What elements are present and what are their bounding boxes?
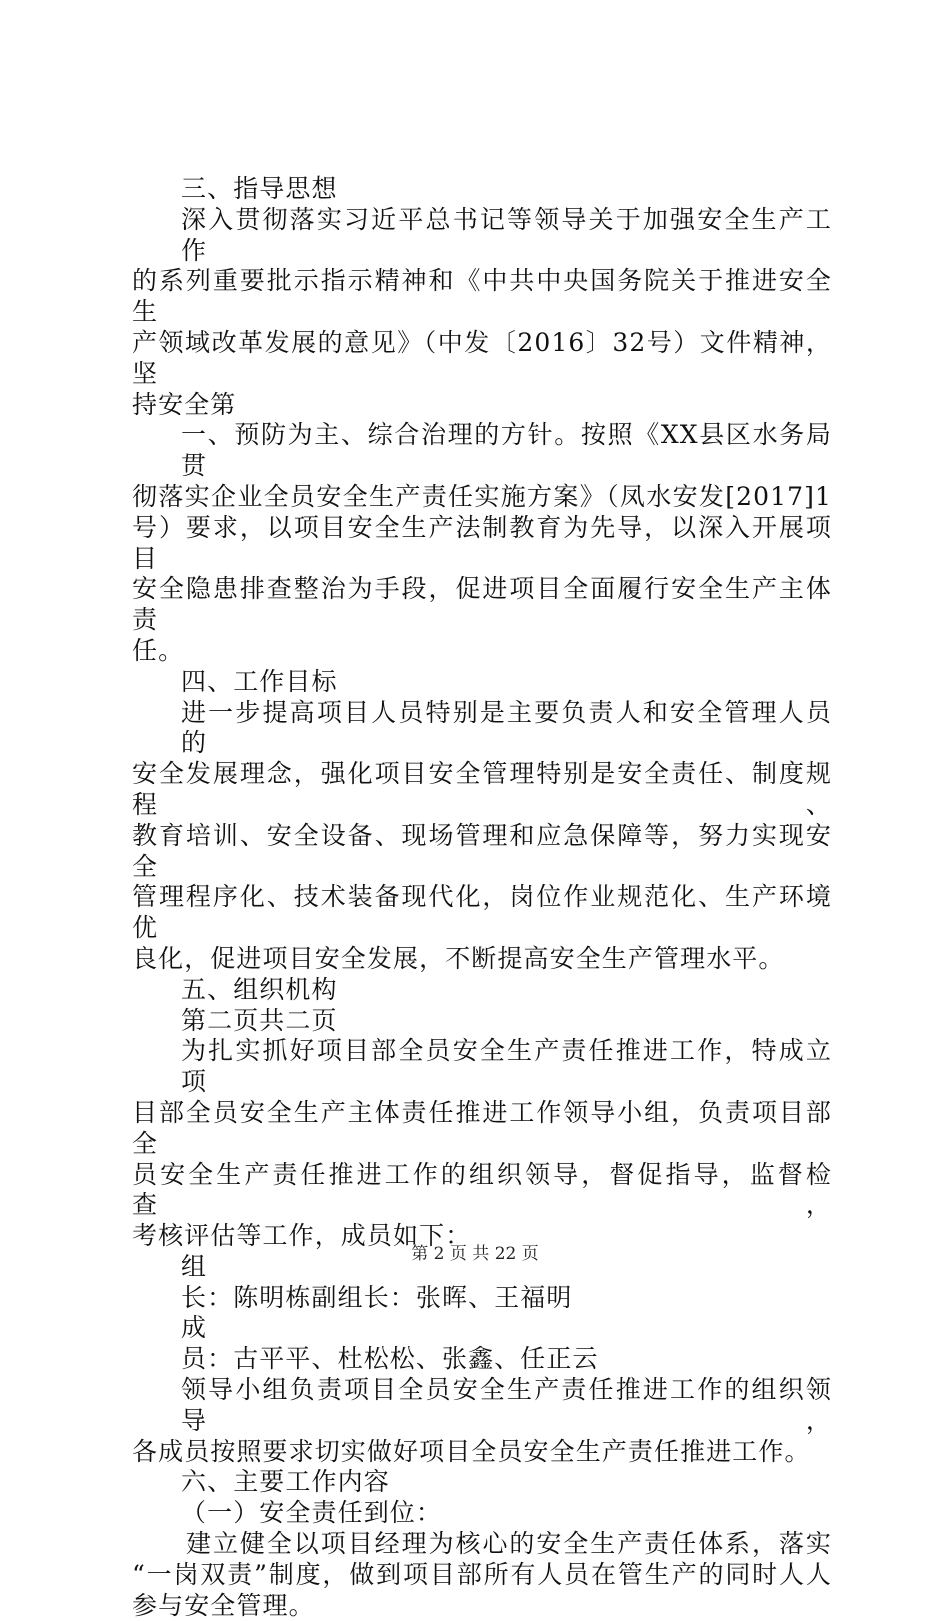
paragraph-line: 考核评估等工作，成员如下： bbox=[132, 1221, 472, 1251]
paragraph-line: 任。 bbox=[132, 635, 185, 665]
paragraph-line: 持安全第 bbox=[132, 389, 237, 419]
section-heading-work-goals: 四、工作目标 bbox=[181, 666, 338, 696]
paragraph-line: 安全发展理念，强化项目安全管理特别是安全责任、制度规程、 bbox=[132, 759, 832, 819]
section-heading-guiding-ideology: 三、指导思想 bbox=[181, 174, 338, 203]
section-heading-organization: 五、组织机构 bbox=[181, 974, 338, 1004]
subsection-heading-responsibility: （一）安全责任到位： bbox=[181, 1498, 443, 1528]
paragraph-line: 一、预防为主、综合治理的方针。按照《XX县区水务局贯 bbox=[181, 420, 832, 481]
paragraph-line: 深入贯彻落实习近平总书记等领导关于加强安全生产工作 bbox=[181, 204, 832, 265]
paragraph-line: 目部全员安全生产主体责任推进工作领导小组，负责项目部全 bbox=[132, 1097, 832, 1158]
page-marker-text: 第二页共二页 bbox=[181, 1005, 338, 1035]
paragraph-line: 组 bbox=[181, 1251, 208, 1281]
paragraph-line: “一岗双责”制度，做到项目部所有人员在管生产的同时人人 bbox=[132, 1559, 832, 1589]
paragraph-line: 号）要求，以项目安全生产法制教育为先导，以深入开展项目 bbox=[132, 512, 832, 573]
paragraph-line: 教育培训、安全设备、现场管理和应急保障等，努力实现安全 bbox=[132, 820, 832, 881]
paragraph-line: 各成员按照要求切实做好项目全员安全生产责任推进工作。 bbox=[132, 1436, 811, 1466]
paragraph-line: 进一步提高项目人员特别是主要负责人和安全管理人员的 bbox=[181, 697, 832, 758]
paragraph-line: 的系列重要批示指示精神和《中共中央国务院关于推进安全生 bbox=[132, 266, 832, 327]
paragraph-line: 产领域改革发展的意见》（中发〔2016〕32号）文件精神，坚 bbox=[132, 327, 832, 388]
paragraph-line: 安全隐患排查整治为手段，促进项目全面履行安全生产主体责 bbox=[132, 574, 832, 635]
section-heading-main-work: 六、主要工作内容 bbox=[181, 1467, 390, 1497]
paragraph-line: 领导小组负责项目全员安全生产责任推进工作的组织领导， bbox=[181, 1375, 832, 1435]
paragraph-line: 管理程序化、技术装备现代化，岗位作业规范化、生产环境优 bbox=[132, 882, 832, 943]
paragraph-line: 建立健全以项目经理为核心的安全生产责任体系，落实 bbox=[186, 1529, 832, 1559]
page-footer: 第 2 页 共 22 页 bbox=[411, 1244, 539, 1264]
paragraph-line: 彻落实企业全员安全生产责任实施方案》（凤水安发[2017]1 bbox=[132, 481, 832, 511]
paragraph-line: 员安全生产责任推进工作的组织领导，督促指导，监督检查， bbox=[132, 1159, 832, 1220]
paragraph-line: 成 bbox=[181, 1313, 208, 1343]
paragraph-line: 良化，促进项目安全发展，不断提高安全生产管理水平。 bbox=[132, 943, 785, 973]
paragraph-line: 为扎实抓好项目部全员安全生产责任推进工作，特成立项 bbox=[181, 1036, 832, 1097]
document-body bbox=[132, 174, 832, 1621]
paragraph-line: 参与安全管理。 bbox=[132, 1590, 315, 1620]
group-members-line: 员：古平平、杜松松、张鑫、任正云 bbox=[181, 1344, 599, 1374]
group-leader-line: 长：陈明栋副组长：张晖、王福明 bbox=[181, 1282, 573, 1312]
